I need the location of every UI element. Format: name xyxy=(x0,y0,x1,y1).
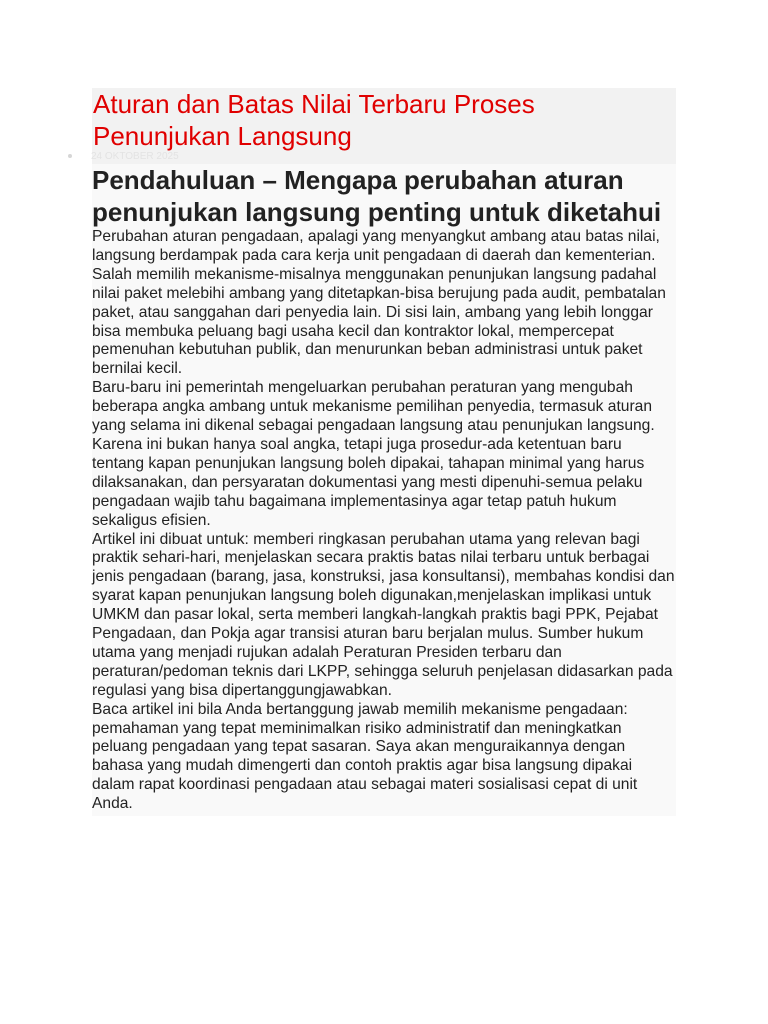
paragraph: Baca artikel ini bila Anda bertanggung jawab memilih mekanisme pengadaan: pemahaman yang tepat meminimalkan risiko administratif dan meningkatkan peluang pengadaan yang tepat sasaran. Saya akan menguraikannya dengan bahasa yang mudah dimengerti dan contoh praktis agar bisa langsung dipakai dalam rapat koordinasi pengadaan atau sebagai materi sosialisasi cepat di unit Anda. xyxy=(92,700,638,813)
post-meta xyxy=(68,149,179,163)
article-title[interactable]: Aturan dan Batas Nilai Terbaru Proses Penunjukan Langsung xyxy=(93,89,535,151)
article-body xyxy=(92,164,676,816)
article xyxy=(92,88,676,816)
paragraph: Artikel ini dibuat untuk: memberi ringkasan perubahan utama yang relevan bagi praktik sehari-hari, menjelaskan secara praktis batas nilai terbaru untuk berbagai jenis pengadaan (barang, jasa, konstruksi, jasa konsultansi), membahas kondisi dan syarat kapan penunjukan langsung boleh digunakan,menjelaskan implikasi untuk UMKM dan pasar lokal, serta memberi langkah-langkah praktis bagi PPK, Pejabat Pengadaan, dan Pokja agar transisi aturan baru berjalan mulus. Sumber hukum utama yang menjadi rujukan adalah Peraturan Presiden terbaru dan peraturan/pedoman teknis dari LKPP, sehingga seluruh penjelasan didasarkan pada regulasi yang bisa dipertanggungjawabkan. xyxy=(92,530,675,699)
section-heading: Pendahuluan – Mengapa perubahan aturan penunjukan langsung penting untuk diketahui xyxy=(92,165,662,227)
article-header xyxy=(92,88,676,164)
paragraph: Perubahan aturan pengadaan, apalagi yang menyangkut ambang atau batas nilai, langsung berdampak pada cara kerja unit pengadaan di daerah dan kementerian. Salah memilih mekanisme-misalnya menggunakan penunjukan langsung padahal nilai paket melebihi ambang yang ditetapkan-bisa berujung pada audit, pembatalan paket, atau sanggahan dari penyedia lain. Di sisi lain, ambang yang lebih longgar bisa membuka peluang bagi usaha kecil dan kontraktor lokal, mempercepat pemenuhan kebutuhan publik, dan menurunkan beban administrasi untuk paket bernilai kecil. xyxy=(92,228,666,378)
post-date: 24 OKTOBER 2025 xyxy=(91,150,179,162)
paragraph: Baru-baru ini pemerintah mengeluarkan perubahan peraturan yang mengubah beberapa angka ambang untuk mekanisme pemilihan penyedia, termasuk aturan yang selama ini dikenal sebagai pengadaan langsung atau penunjukan langsung. Karena ini bukan hanya soal angka, tetapi juga prosedur-ada ketentuan baru tentang kapan penunjukan langsung boleh dipakai, tahapan minimal yang harus dilaksanakan, dan persyaratan dokumentasi yang mesti dipenuhi-semua pelaku pengadaan wajib tahu bagaimana implementasinya agar tetap patuh hukum sekaligus efisien. xyxy=(92,379,655,529)
bullet-icon xyxy=(68,154,72,158)
